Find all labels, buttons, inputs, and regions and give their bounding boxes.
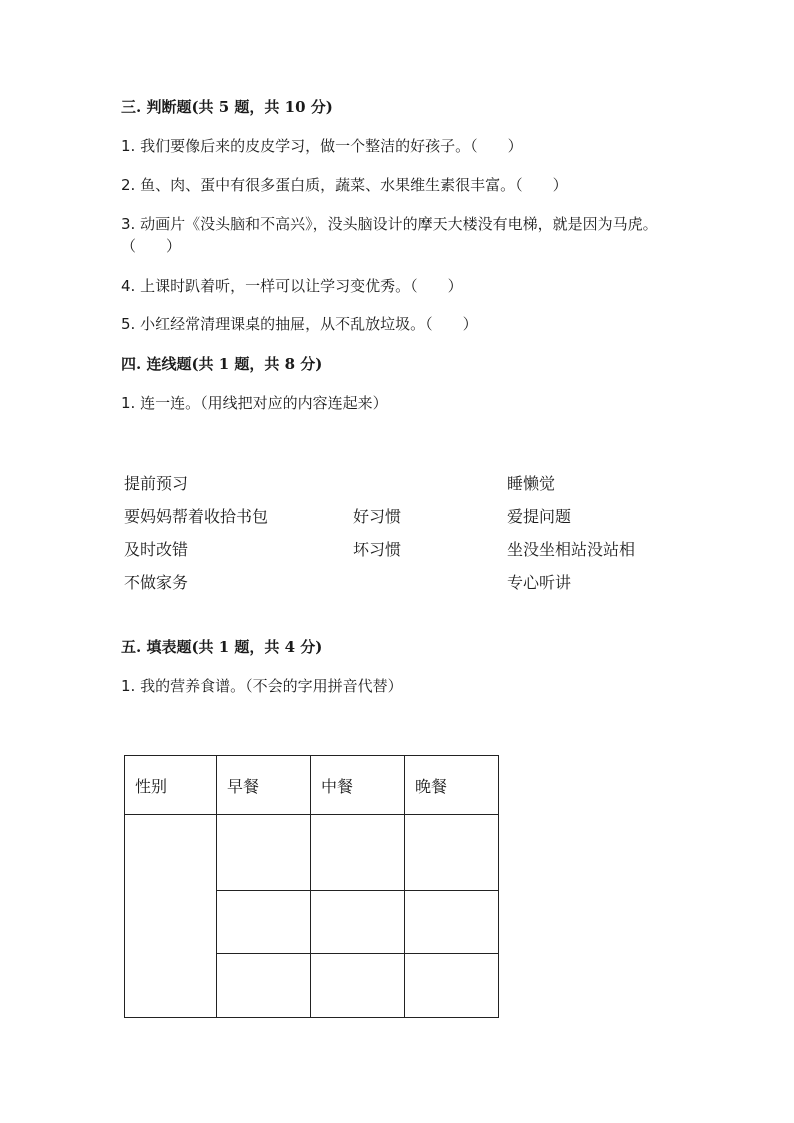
match-question: 1. 连一连。（用线把对应的内容连起来）	[121, 394, 388, 412]
judge-item-1: 1. 我们要像后来的皮皮学习，做一个整洁的好孩子。（ ）	[121, 137, 523, 155]
lunch-cell[interactable]	[311, 891, 405, 954]
match-left-3: 及时改错	[124, 540, 189, 559]
header-dinner: 晚餐	[405, 756, 499, 815]
match-left-4: 不做家务	[124, 573, 189, 592]
header-gender: 性别	[125, 756, 217, 815]
match-middle-1: 好习惯	[353, 507, 402, 526]
dinner-cell[interactable]	[405, 954, 499, 1018]
breakfast-cell[interactable]	[217, 891, 311, 954]
judge-item-4: 4. 上课时趴着听，一样可以让学习变优秀。（ ）	[121, 277, 463, 295]
breakfast-cell[interactable]	[217, 815, 311, 891]
match-left-2: 要妈妈帮着收拾书包	[124, 507, 269, 526]
table-row	[125, 815, 499, 891]
judge-item-3: 3. 动画片《没头脑和不高兴》，没头脑设计的摩天大楼没有电梯，就是因为马虎。（ ）	[121, 215, 658, 255]
dinner-cell[interactable]	[405, 815, 499, 891]
match-left-1: 提前预习	[124, 474, 189, 493]
match-middle-2: 坏习惯	[353, 540, 402, 559]
breakfast-cell[interactable]	[217, 954, 311, 1018]
judge-item-5: 5. 小红经常清理课桌的抽屉，从不乱放垃圾。（ ）	[121, 315, 478, 333]
section5-title: 五. 填表题(共 1 题，共 4 分)	[121, 638, 323, 656]
judge-item-2: 2. 鱼、肉、蛋中有很多蛋白质，蔬菜、水果维生素很丰富。（ ）	[121, 176, 568, 194]
section4-title: 四. 连线题(共 1 题，共 8 分)	[121, 355, 323, 373]
meal-table	[124, 755, 499, 1018]
lunch-cell[interactable]	[311, 815, 405, 891]
lunch-cell[interactable]	[311, 954, 405, 1018]
match-right-2: 爱提问题	[507, 507, 572, 526]
table-header-row	[125, 756, 499, 815]
match-right-4: 专心听讲	[507, 573, 572, 592]
match-right-3: 坐没坐相站没站相	[507, 540, 636, 559]
header-lunch: 中餐	[311, 756, 405, 815]
section3-title: 三. 判断题(共 5 题，共 10 分)	[121, 98, 333, 116]
match-right-1: 睡懒觉	[507, 474, 556, 493]
header-breakfast: 早餐	[217, 756, 311, 815]
gender-cell[interactable]	[125, 815, 217, 1018]
dinner-cell[interactable]	[405, 891, 499, 954]
table-question: 1. 我的营养食谱。（不会的字用拼音代替）	[121, 677, 403, 695]
